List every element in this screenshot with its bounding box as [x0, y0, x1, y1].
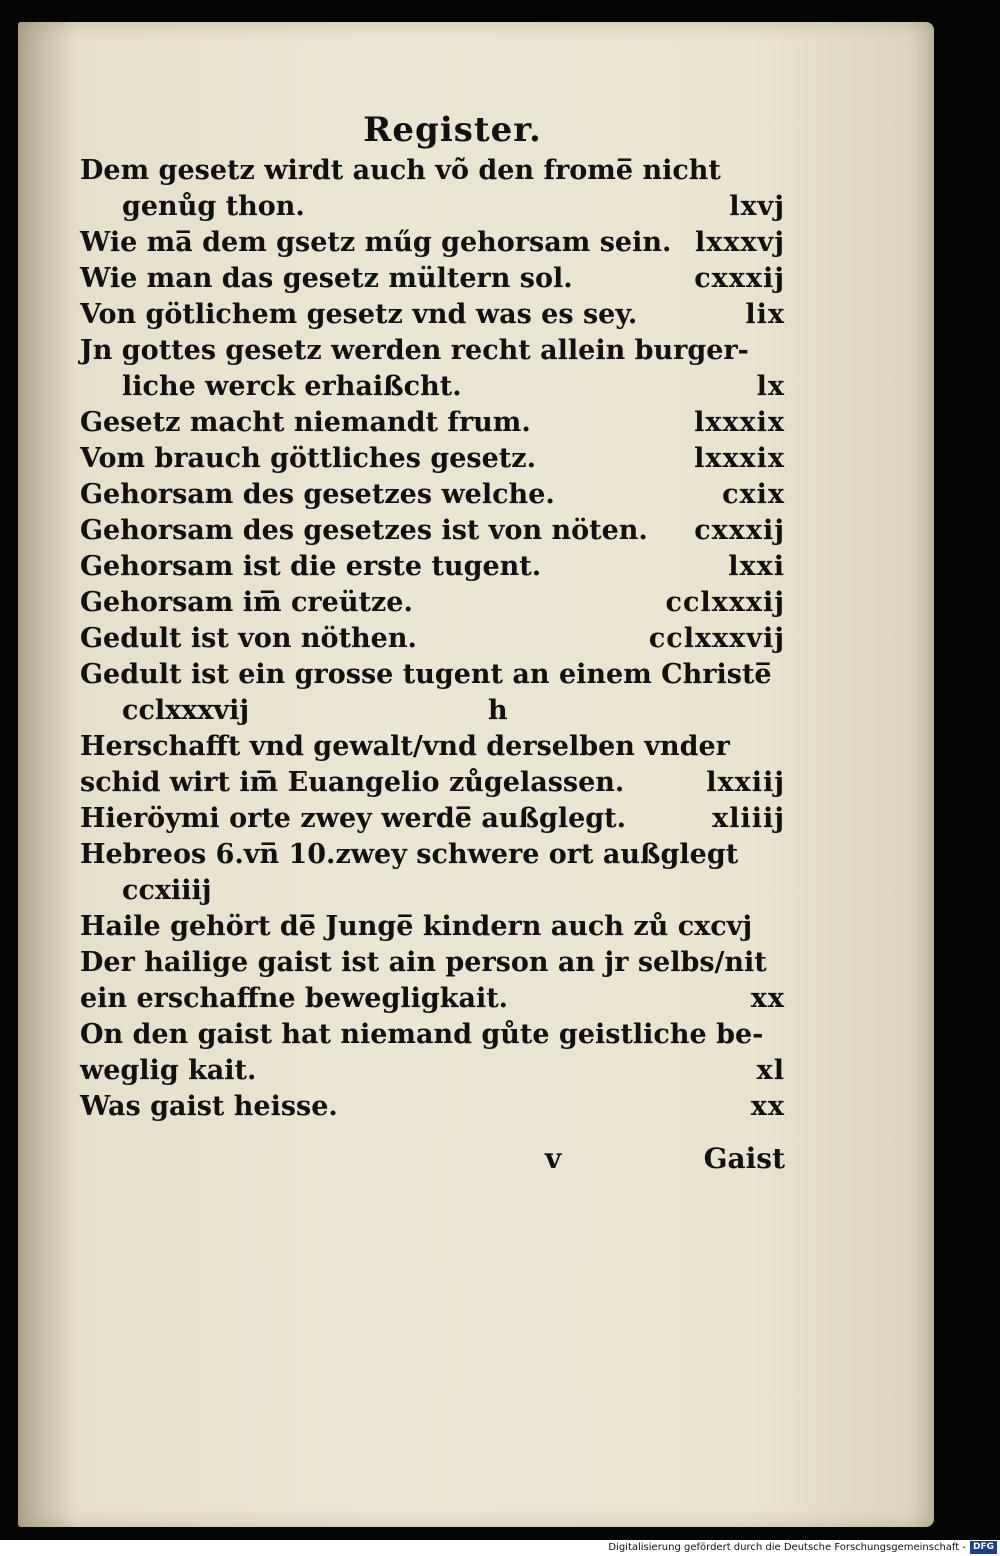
entry-text: ein erschaffne bewegligkait.: [80, 983, 509, 1014]
folio-number: cxix: [722, 479, 785, 510]
register-line: [80, 153, 785, 189]
register-line: [80, 333, 785, 369]
entry-text: schid wirt im̅ Euangelio zůgelassen.: [80, 767, 625, 798]
entry-text: ccxiiij: [122, 875, 212, 906]
entry-text: Gedult ist von nöthen.: [80, 623, 417, 654]
folio-number: lxxxvj: [694, 227, 785, 258]
register-line: [80, 297, 785, 333]
entry-text: Hebreos 6.vn̅ 10.zwey schwere ort außglegt: [80, 839, 739, 870]
register-line: [80, 261, 785, 297]
entry-text: Gesetz macht niemandt frum.: [80, 407, 531, 438]
entry-text: Gehorsam des gesetzes welche.: [80, 479, 555, 510]
folio-number: cclxxxij: [665, 587, 785, 618]
folio-number: lxvj: [729, 191, 785, 222]
register-line: [80, 909, 785, 945]
gutter-shadow: [18, 22, 78, 1527]
page-footer: [80, 1133, 785, 1185]
folio-number: lx: [756, 371, 785, 402]
folio-number: lxxi: [728, 551, 785, 582]
gathering-mark: h: [488, 695, 508, 726]
entry-text: Gehorsam im̅ creütze.: [80, 587, 413, 618]
register-line: [80, 1017, 785, 1053]
register-line: [80, 549, 785, 585]
folio-number: cxxxij: [694, 263, 785, 294]
entry-text: Was gaist heisse.: [80, 1091, 338, 1122]
register-line: [80, 1089, 785, 1125]
register-line: [80, 405, 785, 441]
register-line: [80, 837, 785, 873]
entry-text: Jn gottes gesetz werden recht allein burger-: [80, 335, 749, 366]
folio-number: lxxxix: [694, 443, 785, 474]
register-line: [80, 981, 785, 1017]
entry-text: cclxxxvij: [122, 695, 250, 726]
entry-text: Gehorsam des gesetzes ist von nöten.: [80, 515, 648, 546]
entry-text: Gehorsam ist die erste tugent.: [80, 551, 542, 582]
register-line: [80, 225, 785, 261]
folio-number: xliiij: [712, 803, 785, 834]
folio-number: xx: [750, 983, 785, 1014]
entry-text: On den gaist hat niemand gůte geistliche be-: [80, 1019, 764, 1050]
entry-text: Wie ma̅ dem gsetz műg gehorsam sein.: [80, 227, 672, 258]
register-line: [80, 513, 785, 549]
dfg-logo: DFG: [970, 1541, 997, 1554]
register-line: [80, 729, 785, 765]
register-text-block: [80, 107, 785, 1185]
register-line: [80, 873, 785, 909]
entry-text: Herschafft vnd gewalt/vnd derselben vnder: [80, 731, 730, 762]
entry-text: Gedult ist ein grosse tugent an einem Christe̅: [80, 659, 772, 690]
entry-text: Der hailige gaist ist ain person an jr selbs/nit: [80, 947, 767, 978]
entry-text: Hieröymi orte zwey werde̅ außglegt.: [80, 803, 627, 834]
register-line: [80, 801, 785, 837]
register-line: [80, 477, 785, 513]
folio-number: lxxiij: [706, 767, 785, 798]
register-entries: [80, 153, 785, 1125]
register-line: [80, 693, 785, 729]
digitization-credit-bar: [0, 1540, 1000, 1556]
register-line: [80, 585, 785, 621]
folio-number: lxxxix: [694, 407, 785, 438]
book-page: [18, 22, 934, 1527]
register-line: [80, 1053, 785, 1089]
entry-text: weglig kait.: [80, 1055, 257, 1086]
register-line: [80, 765, 785, 801]
register-line: [80, 369, 785, 405]
folio-number: xx: [750, 1091, 785, 1122]
register-line: [80, 441, 785, 477]
entry-text: Von götlichem gesetz vnd was es sey.: [80, 299, 638, 330]
register-line: [80, 189, 785, 225]
credit-text: Digitalisierung gefördert durch die Deutsche Forschungsgemeinschaft -: [608, 1542, 966, 1553]
entry-text: Dem gesetz wirdt auch võ den frome̅ nicht: [80, 155, 721, 186]
folio-number: lix: [745, 299, 785, 330]
signature-mark: v: [545, 1142, 562, 1175]
register-line: [80, 621, 785, 657]
register-line: [80, 657, 785, 693]
folio-number: xl: [756, 1055, 785, 1086]
folio-number: cclxxxvij: [648, 623, 785, 654]
folio-number: cxxxij: [694, 515, 785, 546]
entry-text: Vom brauch göttliches gesetz.: [80, 443, 536, 474]
entry-text: Haile gehört de̅ Junge̅ kindern auch zů cxcvj: [80, 911, 753, 942]
running-head: Register.: [363, 110, 542, 150]
entry-text: genůg thon.: [122, 191, 305, 222]
catchword: Gaist: [703, 1142, 785, 1175]
entry-text: liche werck erhaißcht.: [122, 371, 462, 402]
entry-text: Wie man das gesetz mültern sol.: [80, 263, 573, 294]
register-line: [80, 945, 785, 981]
